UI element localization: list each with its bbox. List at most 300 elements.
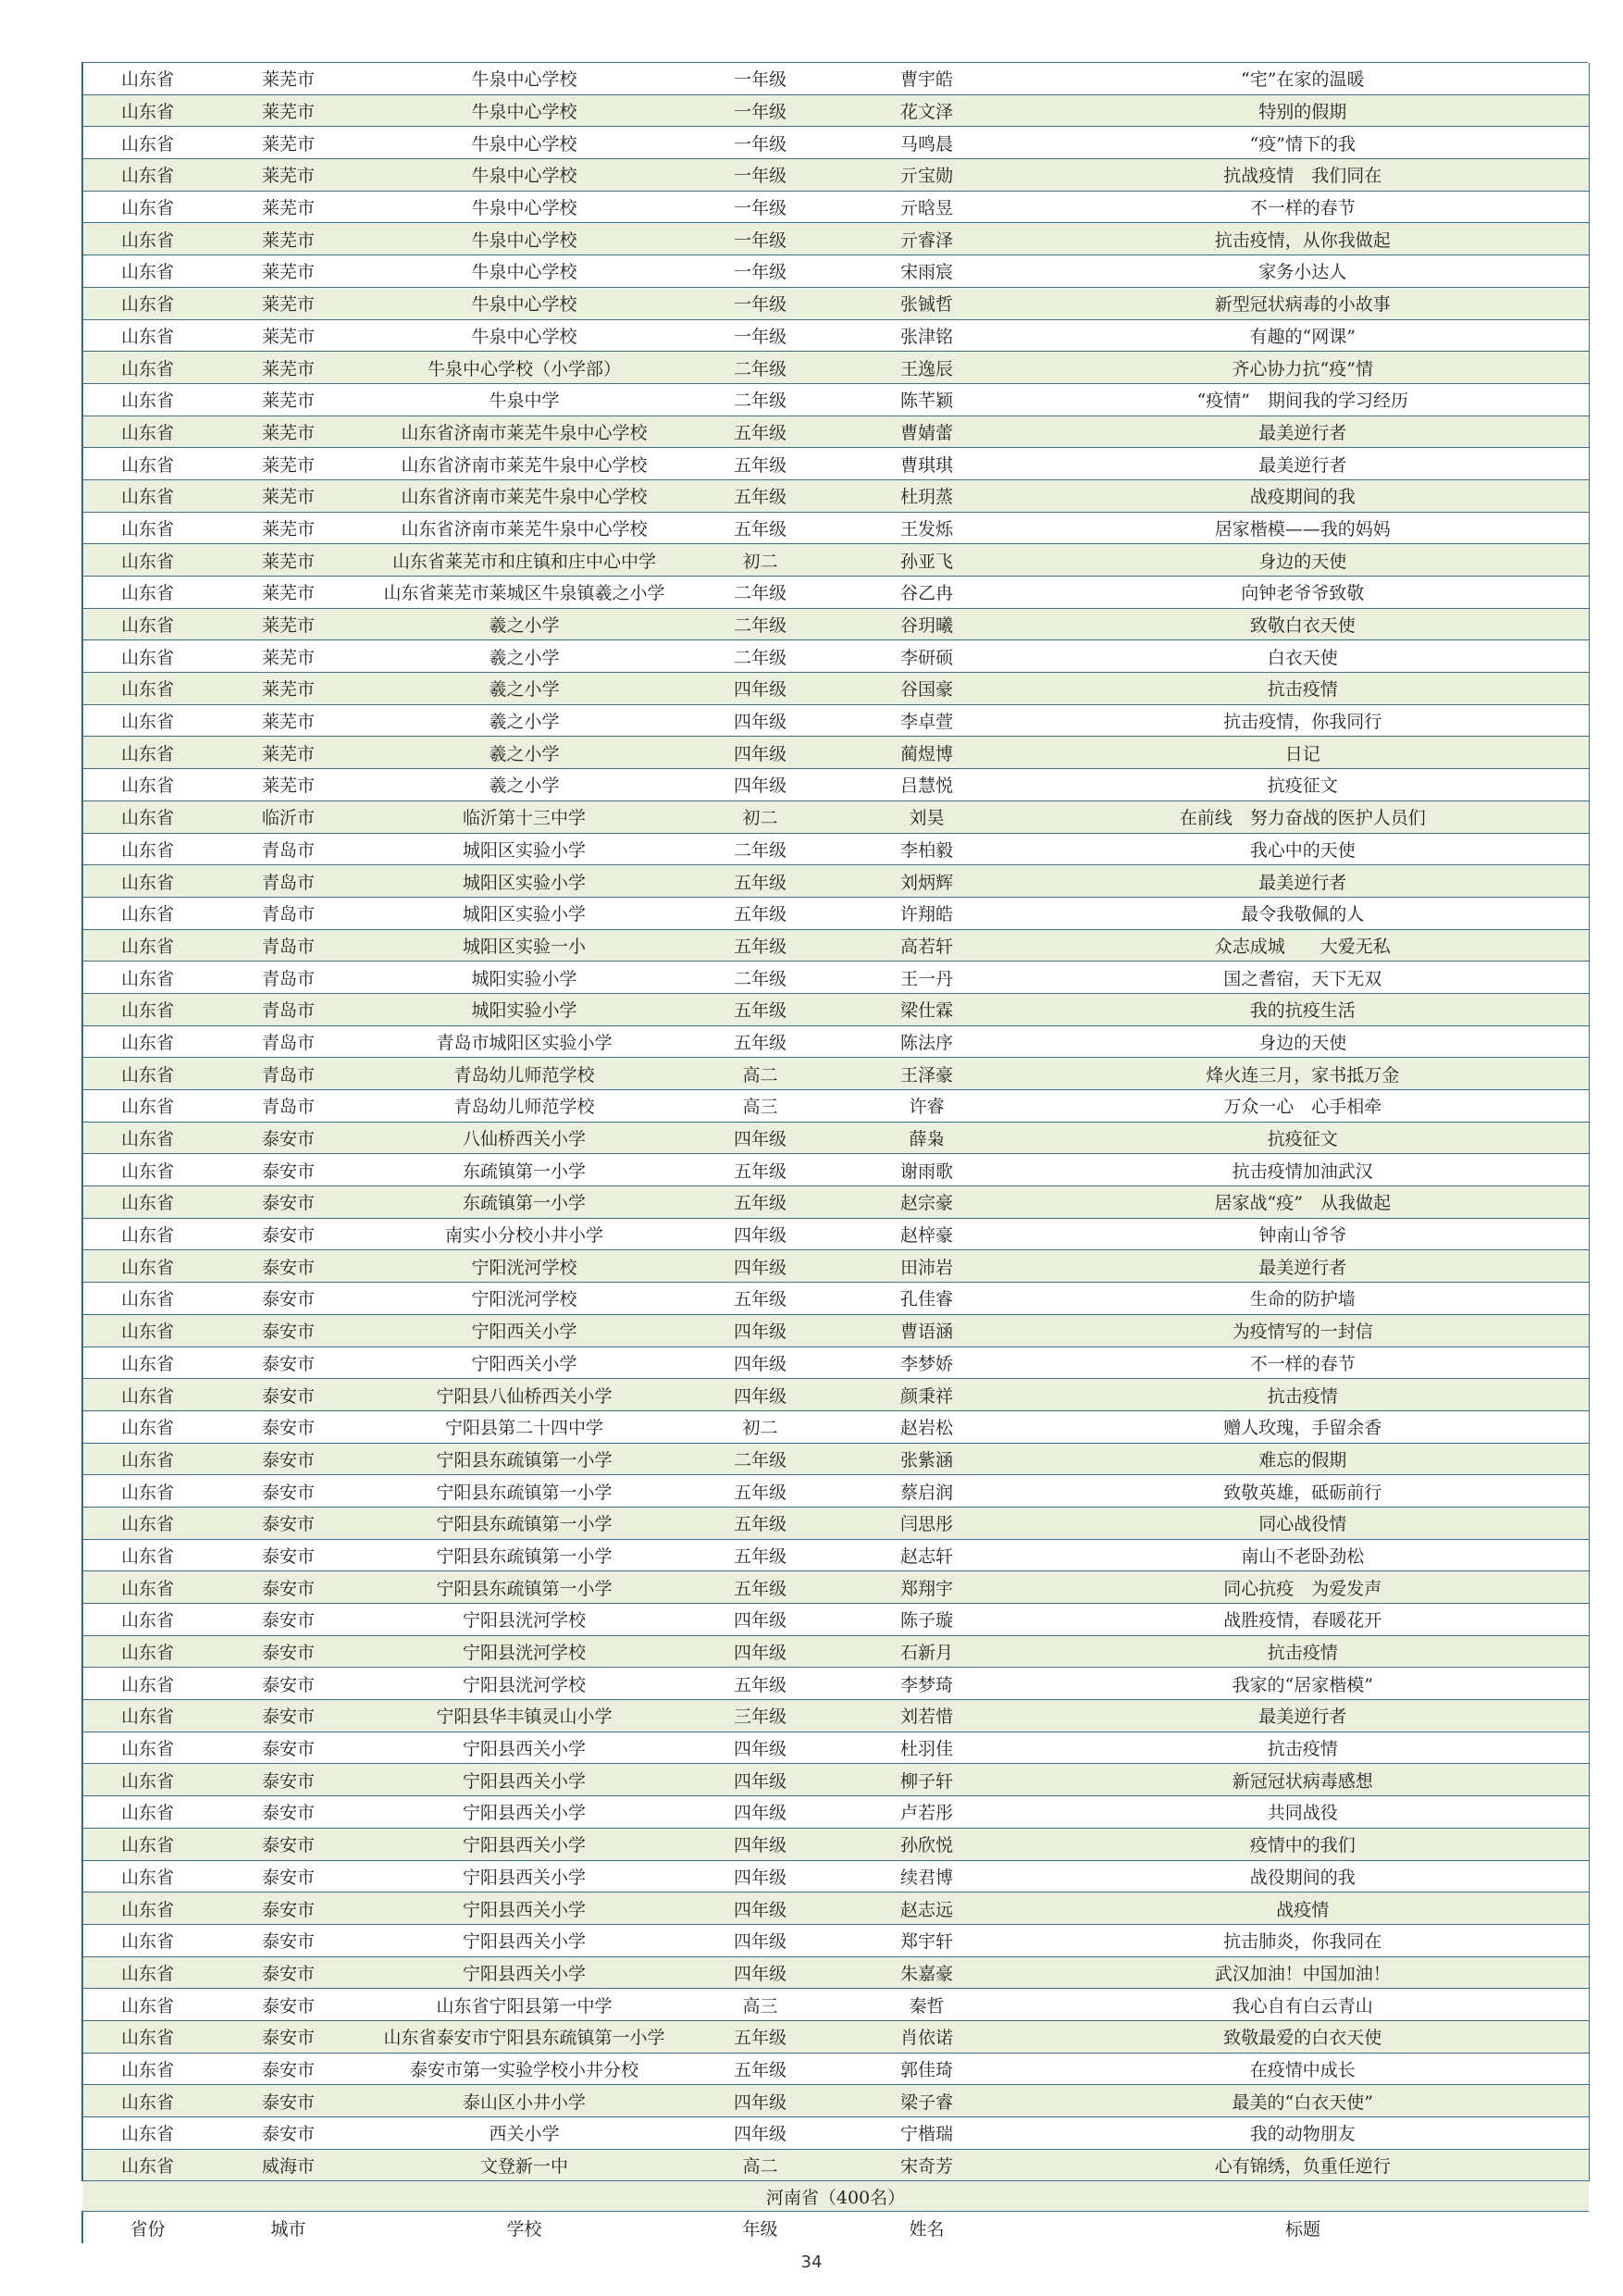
province-cell: 山东省 [82, 479, 212, 512]
table-row [82, 993, 1589, 1025]
title-cell: 国之耆宿，天下无双 [1017, 962, 1589, 994]
table-row [82, 1250, 1589, 1283]
grade-cell: 五年级 [684, 993, 836, 1025]
province-cell: 山东省 [82, 1956, 212, 1989]
table-row [82, 640, 1589, 673]
column-header-title: 标题 [1017, 2212, 1589, 2244]
province-cell: 山东省 [82, 1154, 212, 1186]
school-cell: 山东省莱芜市和庄镇和庄中心中学 [365, 544, 684, 577]
name-cell: 闫思彤 [836, 1507, 1017, 1539]
province-cell: 山东省 [82, 512, 212, 544]
city-cell: 青岛市 [212, 865, 365, 898]
province-cell: 山东省 [82, 1604, 212, 1636]
name-cell: 赵志轩 [836, 1539, 1017, 1571]
title-cell: 战胜疫情，春暖花开 [1017, 1604, 1589, 1636]
column-header-name: 姓名 [836, 2212, 1017, 2244]
table-row [82, 1025, 1589, 1058]
city-cell: 莱芜市 [212, 159, 365, 192]
province-cell: 山东省 [82, 416, 212, 448]
school-cell: 宁阳县东疏镇第一小学 [365, 1571, 684, 1604]
table-row [82, 577, 1589, 609]
grade-cell: 四年级 [684, 1796, 836, 1829]
city-cell: 莱芜市 [212, 737, 365, 769]
school-cell: 宁阳县东疏镇第一小学 [365, 1443, 684, 1475]
grade-cell: 五年级 [684, 1668, 836, 1700]
grade-cell: 一年级 [684, 319, 836, 352]
school-cell: 羲之小学 [365, 704, 684, 737]
city-cell: 莱芜市 [212, 512, 365, 544]
school-cell: 牛泉中心学校 [365, 319, 684, 352]
city-cell: 泰安市 [212, 1218, 365, 1250]
title-cell: 最令我敬佩的人 [1017, 897, 1589, 929]
province-cell: 山东省 [82, 319, 212, 352]
name-cell: 张紫涵 [836, 1443, 1017, 1475]
city-cell: 泰安市 [212, 1507, 365, 1539]
grade-cell: 四年级 [684, 1731, 836, 1764]
school-cell: 东疏镇第一小学 [365, 1154, 684, 1186]
school-cell: 宁阳县洸河学校 [365, 1635, 684, 1668]
school-cell: 牛泉中心学校 [365, 223, 684, 255]
city-cell: 威海市 [212, 2149, 365, 2181]
grade-cell: 五年级 [684, 1507, 836, 1539]
title-cell: 日记 [1017, 737, 1589, 769]
city-cell: 临沂市 [212, 800, 365, 833]
grade-cell: 二年级 [684, 833, 836, 865]
name-cell: 蔺煜博 [836, 737, 1017, 769]
province-cell: 山东省 [82, 94, 212, 127]
province-cell: 山东省 [82, 897, 212, 929]
table-row [82, 800, 1589, 833]
table-row [82, 191, 1589, 223]
title-cell: 抗击疫情 [1017, 1731, 1589, 1764]
grade-cell: 四年级 [684, 1347, 836, 1379]
table-row [82, 416, 1589, 448]
name-cell: 陈芊颖 [836, 383, 1017, 416]
grade-cell: 四年级 [684, 2117, 836, 2150]
title-cell: 战疫情 [1017, 1893, 1589, 1925]
title-cell: 白衣天使 [1017, 640, 1589, 673]
table-row [82, 1218, 1589, 1250]
name-cell: 吕慧悦 [836, 769, 1017, 801]
city-cell: 泰安市 [212, 1283, 365, 1315]
province-cell: 山东省 [82, 929, 212, 962]
city-cell: 莱芜市 [212, 673, 365, 705]
title-cell: 最美逆行者 [1017, 448, 1589, 480]
table-row [82, 608, 1589, 640]
province-cell: 山东省 [82, 577, 212, 609]
school-cell: 宁阳县洸河学校 [365, 1604, 684, 1636]
province-cell: 山东省 [82, 1122, 212, 1154]
city-cell: 泰安市 [212, 2085, 365, 2117]
table-row [82, 769, 1589, 801]
table-row [82, 1122, 1589, 1154]
name-cell: 颜秉祥 [836, 1379, 1017, 1411]
city-cell: 莱芜市 [212, 383, 365, 416]
province-cell: 山东省 [82, 1475, 212, 1508]
school-cell: 山东省济南市莱芜牛泉中心学校 [365, 416, 684, 448]
school-cell: 牛泉中心学校 [365, 191, 684, 223]
name-cell: 花文泽 [836, 94, 1017, 127]
title-cell: 抗战疫情 我们同在 [1017, 159, 1589, 192]
table-row [82, 352, 1589, 384]
grade-cell: 四年级 [684, 2085, 836, 2117]
school-cell: 宁阳县东疏镇第一小学 [365, 1475, 684, 1508]
city-cell: 泰安市 [212, 1571, 365, 1604]
name-cell: 肖依诺 [836, 2020, 1017, 2053]
grade-cell: 二年级 [684, 608, 836, 640]
table-row [82, 737, 1589, 769]
table-row [82, 1924, 1589, 1956]
city-cell: 莱芜市 [212, 223, 365, 255]
province-cell: 山东省 [82, 191, 212, 223]
school-cell: 牛泉中心学校 [365, 63, 684, 94]
city-cell: 泰安市 [212, 1989, 365, 2021]
name-cell: 赵宗豪 [836, 1186, 1017, 1219]
province-cell: 山东省 [82, 962, 212, 994]
name-cell: 赵梓豪 [836, 1218, 1017, 1250]
table-row [82, 63, 1589, 94]
table-row [82, 512, 1589, 544]
city-cell: 泰安市 [212, 1828, 365, 1860]
school-cell: 城阳区实验小学 [365, 865, 684, 898]
province-cell: 山东省 [82, 1090, 212, 1123]
award-list-table [81, 63, 1588, 2243]
grade-cell: 四年级 [684, 1924, 836, 1956]
name-cell: 薛枭 [836, 1122, 1017, 1154]
city-cell: 莱芜市 [212, 448, 365, 480]
title-cell: 抗疫征文 [1017, 1122, 1589, 1154]
table-row [82, 1700, 1589, 1732]
name-cell: 杜羽佳 [836, 1731, 1017, 1764]
school-cell: 宁阳县华丰镇灵山小学 [365, 1700, 684, 1732]
province-cell: 山东省 [82, 2149, 212, 2181]
city-cell: 泰安市 [212, 2053, 365, 2085]
school-cell: 牛泉中心学校（小学部） [365, 352, 684, 384]
city-cell: 泰安市 [212, 1475, 365, 1508]
province-cell: 山东省 [82, 2020, 212, 2053]
table-row [82, 1154, 1589, 1186]
name-cell: 赵志远 [836, 1893, 1017, 1925]
grade-cell: 一年级 [684, 287, 836, 319]
grade-cell: 五年级 [684, 416, 836, 448]
province-cell: 山东省 [82, 1347, 212, 1379]
title-cell: 钟南山爷爷 [1017, 1218, 1589, 1250]
column-header-grade: 年级 [684, 2212, 836, 2244]
school-cell: 羲之小学 [365, 673, 684, 705]
table-row [82, 1893, 1589, 1925]
province-cell: 山东省 [82, 383, 212, 416]
school-cell: 泰山区小井小学 [365, 2085, 684, 2117]
province-cell: 山东省 [82, 673, 212, 705]
title-cell: 众志成城 大爱无私 [1017, 929, 1589, 962]
school-cell: 宁阳县西关小学 [365, 1893, 684, 1925]
table-row [82, 962, 1589, 994]
school-cell: 文登新一中 [365, 2149, 684, 2181]
table-row [82, 479, 1589, 512]
name-cell: 石新月 [836, 1635, 1017, 1668]
school-cell: 宁阳县西关小学 [365, 1956, 684, 1989]
title-cell: 难忘的假期 [1017, 1443, 1589, 1475]
school-cell: 青岛市城阳区实验小学 [365, 1025, 684, 1058]
school-cell: 青岛幼儿师范学校 [365, 1058, 684, 1090]
province-cell: 山东省 [82, 127, 212, 159]
school-cell: 牛泉中心学校 [365, 159, 684, 192]
title-cell: 最美逆行者 [1017, 1250, 1589, 1283]
city-cell: 泰安市 [212, 1410, 365, 1443]
city-cell: 泰安市 [212, 1924, 365, 1956]
table-row [82, 1860, 1589, 1893]
grade-cell: 五年级 [684, 1154, 836, 1186]
table-row [82, 1956, 1589, 1989]
title-cell: 烽火连三月，家书抵万金 [1017, 1058, 1589, 1090]
city-cell: 泰安市 [212, 1443, 365, 1475]
name-cell: 宋奇芳 [836, 2149, 1017, 2181]
school-cell: 临沂第十三中学 [365, 800, 684, 833]
table-row [82, 1668, 1589, 1700]
name-cell: 许睿 [836, 1090, 1017, 1123]
city-cell: 泰安市 [212, 1700, 365, 1732]
title-cell: 致敬最爱的白衣天使 [1017, 2020, 1589, 2053]
city-cell: 泰安市 [212, 1731, 365, 1764]
name-cell: 柳子轩 [836, 1764, 1017, 1796]
city-cell: 莱芜市 [212, 255, 365, 288]
grade-cell: 四年级 [684, 1893, 836, 1925]
province-cell: 山东省 [82, 1443, 212, 1475]
table-row [82, 1796, 1589, 1829]
grade-cell: 四年级 [684, 704, 836, 737]
name-cell: 郭佳琦 [836, 2053, 1017, 2085]
title-cell: 不一样的春节 [1017, 1347, 1589, 1379]
province-cell: 山东省 [82, 640, 212, 673]
province-cell: 山东省 [82, 1186, 212, 1219]
grade-cell: 四年级 [684, 1635, 836, 1668]
province-cell: 山东省 [82, 1058, 212, 1090]
name-cell: 陈子璇 [836, 1604, 1017, 1636]
grade-cell: 五年级 [684, 1025, 836, 1058]
table-row [82, 1989, 1589, 2021]
grade-cell: 一年级 [684, 159, 836, 192]
city-cell: 莱芜市 [212, 63, 365, 94]
province-cell: 山东省 [82, 1571, 212, 1604]
table-row [82, 1186, 1589, 1219]
school-cell: 宁阳县八仙桥西关小学 [365, 1379, 684, 1411]
province-cell: 山东省 [82, 737, 212, 769]
province-cell: 山东省 [82, 769, 212, 801]
title-cell: 有趣的“网课” [1017, 319, 1589, 352]
city-cell: 莱芜市 [212, 544, 365, 577]
grade-cell: 四年级 [684, 1379, 836, 1411]
city-cell: 青岛市 [212, 1090, 365, 1123]
grade-cell: 四年级 [684, 1860, 836, 1893]
name-cell: 曹婧蕾 [836, 416, 1017, 448]
name-cell: 宁楷瑞 [836, 2117, 1017, 2150]
name-cell: 郑翔宇 [836, 1571, 1017, 1604]
title-cell: 为疫情写的一封信 [1017, 1314, 1589, 1347]
title-cell: 战役期间的我 [1017, 1860, 1589, 1893]
title-cell: 向钟老爷爷致敬 [1017, 577, 1589, 609]
province-cell: 山东省 [82, 2053, 212, 2085]
city-cell: 莱芜市 [212, 416, 365, 448]
grade-cell: 一年级 [684, 191, 836, 223]
table-row [82, 1443, 1589, 1475]
city-cell: 泰安市 [212, 1379, 365, 1411]
school-cell: 城阳区实验小学 [365, 897, 684, 929]
title-cell: 我家的“居家楷模” [1017, 1668, 1589, 1700]
title-cell: 疫情中的我们 [1017, 1828, 1589, 1860]
city-cell: 莱芜市 [212, 608, 365, 640]
grade-cell: 一年级 [684, 223, 836, 255]
table-row [82, 929, 1589, 962]
grade-cell: 五年级 [684, 1539, 836, 1571]
table-row [82, 1828, 1589, 1860]
table-row [82, 1764, 1589, 1796]
table-row [82, 2117, 1589, 2150]
school-cell: 宁阳县西关小学 [365, 1924, 684, 1956]
school-cell: 西关小学 [365, 2117, 684, 2150]
title-cell: 致敬英雄，砥砺前行 [1017, 1475, 1589, 1508]
title-cell: “宅”在家的温暖 [1017, 63, 1589, 94]
name-cell: 谷国豪 [836, 673, 1017, 705]
province-cell: 山东省 [82, 800, 212, 833]
grade-cell: 四年级 [684, 1604, 836, 1636]
name-cell: 亓睿泽 [836, 223, 1017, 255]
title-cell: 最美逆行者 [1017, 416, 1589, 448]
name-cell: 许翔皓 [836, 897, 1017, 929]
title-cell: 抗击肺炎，你我同在 [1017, 1924, 1589, 1956]
title-cell: 武汉加油！中国加油！ [1017, 1956, 1589, 1989]
title-cell: 新型冠状病毒的小故事 [1017, 287, 1589, 319]
school-cell: 宁阳县东疏镇第一小学 [365, 1507, 684, 1539]
province-cell: 山东省 [82, 1893, 212, 1925]
title-cell: 赠人玫瑰，手留余香 [1017, 1410, 1589, 1443]
school-cell: 牛泉中心学校 [365, 127, 684, 159]
name-cell: 李梦娇 [836, 1347, 1017, 1379]
city-cell: 莱芜市 [212, 127, 365, 159]
name-cell: 陈法序 [836, 1025, 1017, 1058]
grade-cell: 四年级 [684, 1122, 836, 1154]
name-cell: 谷玥曦 [836, 608, 1017, 640]
grade-cell: 高三 [684, 1989, 836, 2021]
grade-cell: 四年级 [684, 673, 836, 705]
table-row [82, 287, 1589, 319]
name-cell: 宋雨宸 [836, 255, 1017, 288]
name-cell: 秦哲 [836, 1989, 1017, 2021]
title-cell: 在前线 努力奋战的医护人员们 [1017, 800, 1589, 833]
name-cell: 曹语涵 [836, 1314, 1017, 1347]
table-row [82, 833, 1589, 865]
table-row [82, 127, 1589, 159]
title-cell: 最美逆行者 [1017, 1700, 1589, 1732]
city-cell: 泰安市 [212, 1347, 365, 1379]
name-cell: 杜玥蒸 [836, 479, 1017, 512]
city-cell: 莱芜市 [212, 319, 365, 352]
name-cell: 郑宇轩 [836, 1924, 1017, 1956]
city-cell: 泰安市 [212, 1250, 365, 1283]
school-cell: 城阳实验小学 [365, 962, 684, 994]
title-cell: 身边的天使 [1017, 544, 1589, 577]
school-cell: 八仙桥西关小学 [365, 1122, 684, 1154]
name-cell: 王一丹 [836, 962, 1017, 994]
title-cell: 居家战“疫” 从我做起 [1017, 1186, 1589, 1219]
grade-cell: 四年级 [684, 1250, 836, 1283]
name-cell: 卢若彤 [836, 1796, 1017, 1829]
province-cell: 山东省 [82, 287, 212, 319]
table-row [82, 2020, 1589, 2053]
school-cell: 山东省宁阳县第一中学 [365, 1989, 684, 2021]
name-cell: 朱嘉豪 [836, 1956, 1017, 1989]
title-cell: 我的动物朋友 [1017, 2117, 1589, 2150]
table-row [82, 1475, 1589, 1508]
title-cell: 共同战役 [1017, 1796, 1589, 1829]
name-cell: 赵岩松 [836, 1410, 1017, 1443]
city-cell: 泰安市 [212, 1539, 365, 1571]
title-cell: 战疫期间的我 [1017, 479, 1589, 512]
title-cell: 新冠冠状病毒感想 [1017, 1764, 1589, 1796]
table-row [82, 159, 1589, 192]
city-cell: 泰安市 [212, 1604, 365, 1636]
name-cell: 李研硕 [836, 640, 1017, 673]
title-cell: 抗击疫情，你我同行 [1017, 704, 1589, 737]
table-row [82, 1571, 1589, 1604]
grade-cell: 四年级 [684, 769, 836, 801]
city-cell: 泰安市 [212, 1956, 365, 1989]
province-cell: 山东省 [82, 544, 212, 577]
name-cell: 马鸣晨 [836, 127, 1017, 159]
name-cell: 刘昊 [836, 800, 1017, 833]
province-cell: 山东省 [82, 223, 212, 255]
grade-cell: 五年级 [684, 1475, 836, 1508]
table-row [82, 1058, 1589, 1090]
name-cell: 李卓萱 [836, 704, 1017, 737]
table-row [82, 1604, 1589, 1636]
school-cell: 牛泉中心学校 [365, 287, 684, 319]
grade-cell: 四年级 [684, 1828, 836, 1860]
city-cell: 莱芜市 [212, 704, 365, 737]
title-cell: 致敬白衣天使 [1017, 608, 1589, 640]
school-cell: 羲之小学 [365, 769, 684, 801]
title-cell: 在疫情中成长 [1017, 2053, 1589, 2085]
school-cell: 宁阳县西关小学 [365, 1828, 684, 1860]
city-cell: 青岛市 [212, 962, 365, 994]
grade-cell: 五年级 [684, 479, 836, 512]
grade-cell: 一年级 [684, 94, 836, 127]
city-cell: 泰安市 [212, 1764, 365, 1796]
city-cell: 泰安市 [212, 2117, 365, 2150]
table-row [82, 223, 1589, 255]
name-cell: 刘炳辉 [836, 865, 1017, 898]
province-cell: 山东省 [82, 833, 212, 865]
province-cell: 山东省 [82, 1218, 212, 1250]
column-header-row [82, 2212, 1589, 2244]
city-cell: 泰安市 [212, 1668, 365, 1700]
city-cell: 青岛市 [212, 897, 365, 929]
school-cell: 山东省济南市莱芜牛泉中心学校 [365, 512, 684, 544]
school-cell: 山东省济南市莱芜牛泉中心学校 [365, 479, 684, 512]
title-cell: 抗击疫情 [1017, 1635, 1589, 1668]
province-cell: 山东省 [82, 1635, 212, 1668]
table-row [82, 448, 1589, 480]
grade-cell: 三年级 [684, 1700, 836, 1732]
name-cell: 王泽豪 [836, 1058, 1017, 1090]
name-cell: 续君博 [836, 1860, 1017, 1893]
school-cell: 羲之小学 [365, 608, 684, 640]
name-cell: 蔡启润 [836, 1475, 1017, 1508]
city-cell: 青岛市 [212, 833, 365, 865]
table-row [82, 1347, 1589, 1379]
school-cell: 东疏镇第一小学 [365, 1186, 684, 1219]
province-cell: 山东省 [82, 993, 212, 1025]
city-cell: 莱芜市 [212, 352, 365, 384]
